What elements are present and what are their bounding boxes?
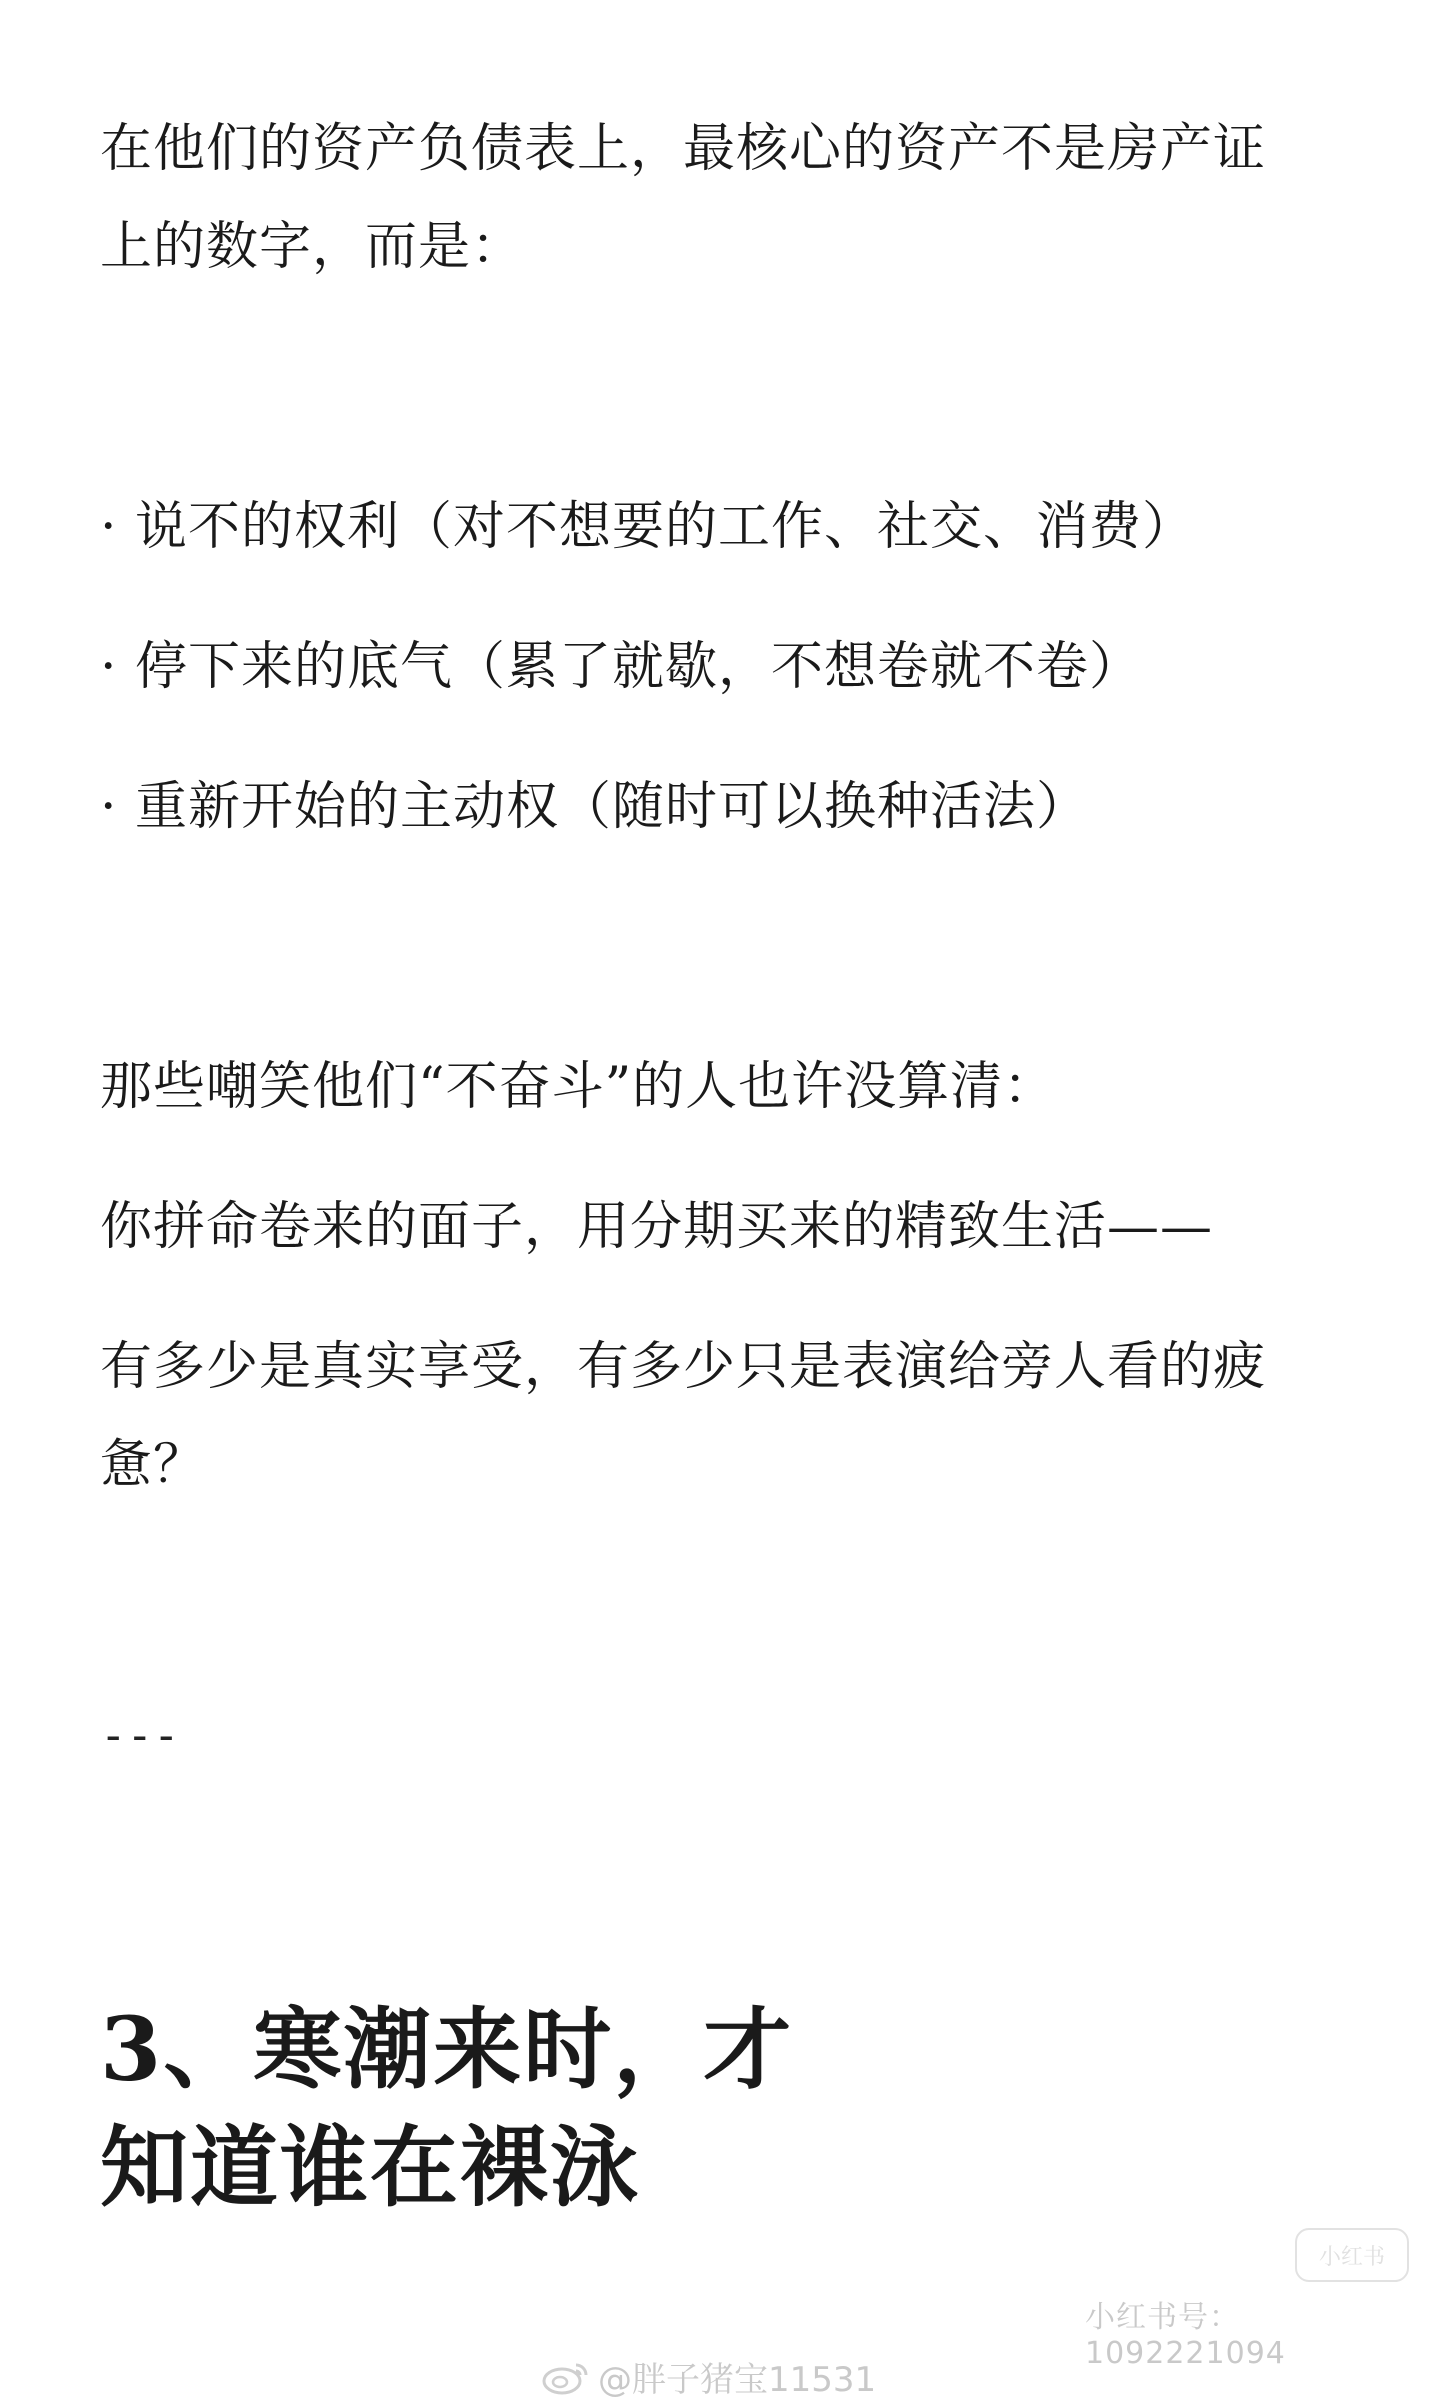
xiaohongshu-logo-watermark: 小红书 [1295, 2228, 1409, 2282]
bullet-item-confidence-to-stop: · 停下来的底气（累了就歇，不想卷就不卷） [100, 637, 1143, 697]
paragraph-mockers: 那些嘲笑他们“不奋斗”的人也许没算清： [100, 1057, 1057, 1117]
paragraph-face-and-installments: 你拼命卷来的面子，用分期买来的精致生活—— [100, 1197, 1214, 1257]
paragraph-question-line1: 有多少是真实享受，有多少只是表演给旁人看的疲 [100, 1337, 1267, 1397]
weibo-icon [540, 2359, 592, 2395]
bullet-item-restart-initiative: · 重新开始的主动权（随时可以换种活法） [100, 777, 1090, 837]
weibo-handle: @胖子猪宝11531 [598, 2360, 877, 2400]
paragraph-assets-line2: 上的数字，而是： [100, 217, 525, 277]
weibo-watermark [540, 2352, 876, 2401]
section-heading-line1: 3、寒潮来时，才 [100, 1997, 794, 2101]
bullet-item-right-to-say-no: · 说不的权利（对不想要的工作、社交、消费） [100, 497, 1196, 557]
paragraph-assets-line1: 在他们的资产负债表上，最核心的资产不是房产证 [100, 119, 1267, 179]
xiaohongshu-id-watermark: 小红书号：1092221094 [1085, 2300, 1286, 2371]
section-divider: --- [100, 1710, 180, 1761]
section-heading-line2: 知道谁在裸泳 [100, 2115, 641, 2219]
paragraph-question-line2: 惫？ [100, 1435, 207, 1495]
